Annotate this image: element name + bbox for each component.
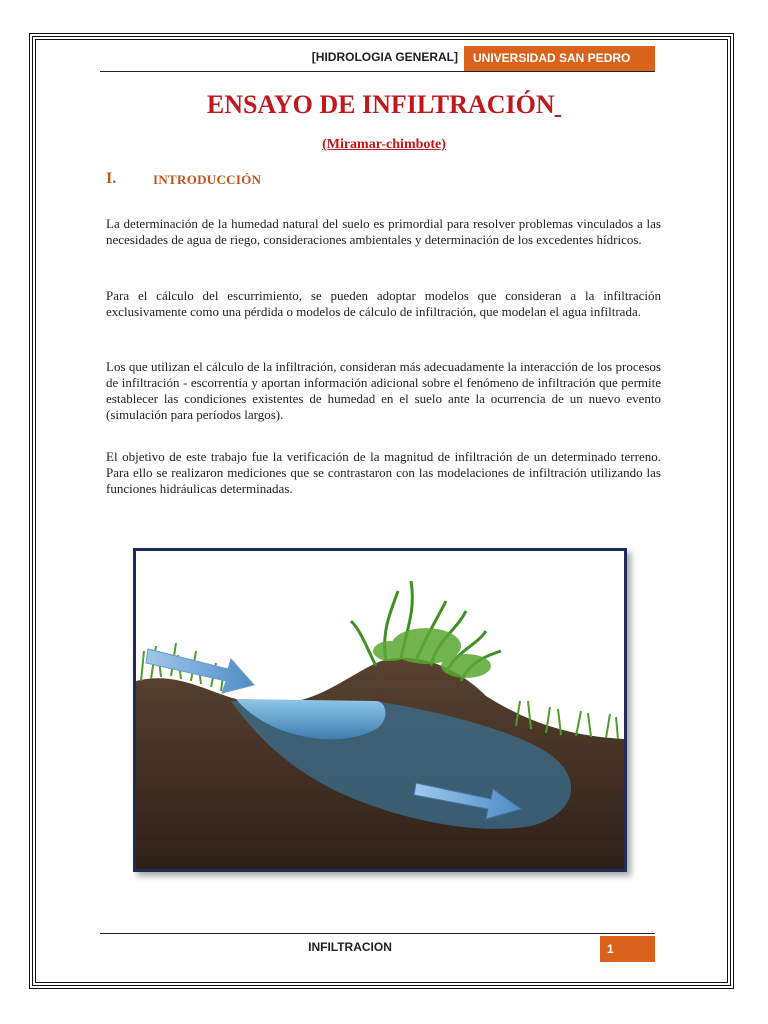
- section-label: INTRODUCCIÓN: [153, 172, 262, 187]
- paragraph-4: El objetivo de este trabajo fue la verificación de la magnitud de infiltración de un determinado terreno. Para ello se realizaron mediciones que se contrastaron con las modelaciones de infiltración utilizando las funciones hidráulicas determinadas.: [106, 449, 661, 496]
- section-number: I.: [106, 170, 117, 187]
- paragraph-2: Para el cálculo del escurrimiento, se pueden adoptar modelos que consideran a la infiltración exclusivamente como una pérdida o modelos de cálculo de infiltración, que modelan el agua infiltrada.: [106, 288, 661, 319]
- header-university-badge: UNIVERSIDAD SAN PEDRO: [464, 46, 655, 71]
- document-subtitle: (Miramar-chimbote): [322, 137, 446, 152]
- paragraph-3: Los que utilizan el cálculo de la infiltración, consideran más adecuadamente la interacción de los procesos de infiltración - escorrentía y aportan información adicional sobre el fenómeno de infiltración que permite establecer las condiciones existentes de humedad en el suelo ante la ocurrencia de un nuevo evento (simulación para períodos largos).: [106, 359, 661, 422]
- title-underline-space: [555, 90, 562, 119]
- header-subject: [HIDROLOGIA GENERAL]: [311, 50, 458, 64]
- paragraph-1: La determinación de la humedad natural del suelo es primordial para resolver problemas vinculados a las necesidades de agua de riego, consideraciones ambientales y determinación de los excedentes hídricos.: [106, 216, 661, 247]
- page-footer: [100, 933, 655, 962]
- page-number-badge: 1: [600, 936, 655, 962]
- section-heading: [106, 170, 262, 188]
- footer-label: INFILTRACION: [308, 940, 392, 954]
- document-title-text: ENSAYO DE INFILTRACIÓN: [206, 90, 555, 119]
- infiltration-illustration-icon: [136, 551, 624, 869]
- page-header: [100, 46, 655, 72]
- infiltration-figure: [133, 548, 627, 872]
- document-title: [0, 90, 768, 120]
